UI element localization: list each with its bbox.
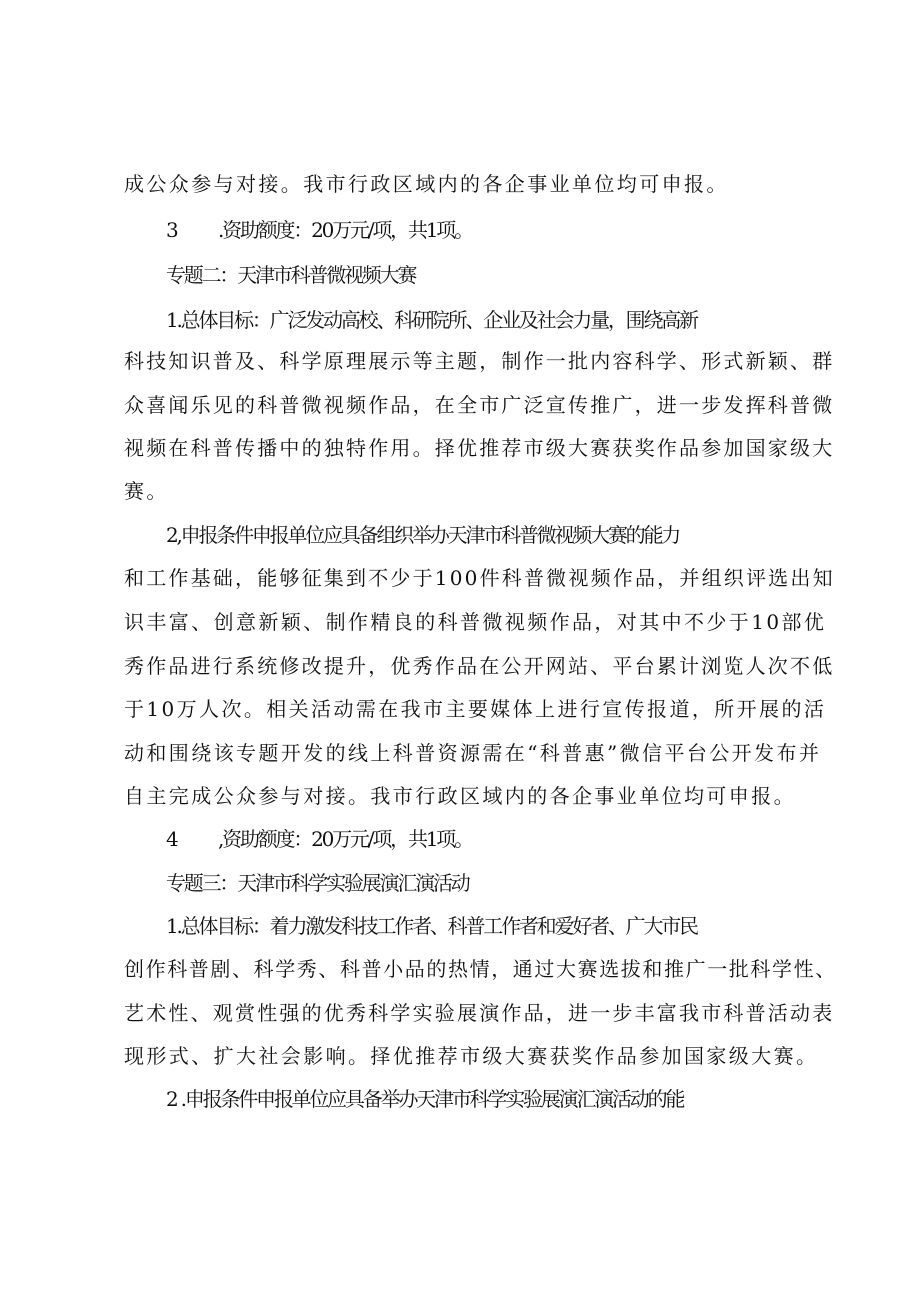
item-number: 4 [166, 827, 179, 851]
funding-line-1 [166, 218, 866, 242]
paragraph-line: 和工作基础，能够征集到不少于100件科普微视频作品，并组织评选出知 [124, 566, 835, 590]
paragraph-line: 自主完成公众参与对接。我市行政区域内的各企事业单位均可申报。 [124, 784, 796, 808]
paragraph-line: 艺术性、观赏性强的优秀科学实验展演作品，进一步丰富我市科普活动表 [124, 1001, 835, 1025]
section-heading-3: 专题三：天津市科学实验展演汇演活动 [166, 871, 469, 895]
paragraph-line: 于10万人次。相关活动需在我市主要媒体上进行宣传报道，所开展的活 [124, 697, 827, 721]
paragraph-line: 识丰富、创意新颖、制作精良的科普微视频作品，对其中不少于10部优 [124, 610, 827, 634]
section-heading-2: 专题二：天津市科普微视频大赛 [166, 263, 416, 287]
paragraph-line: 2,申报条件申报单位应具备组织举办天津市科普微视频大赛的能力 [166, 523, 680, 547]
paragraph-line: 1.总体目标：着力激发科技工作者、科普工作者和爱好者、广大市民 [166, 914, 697, 938]
paragraph-line: 赛。 [124, 479, 169, 503]
funding-text: .资助额度：20万元/项，共1项。 [218, 218, 472, 242]
item-number: 3 [166, 218, 179, 242]
paragraph-line: 成公众参与对接。我市行政区域内的各企事业单位均可申报。 [124, 172, 729, 196]
paragraph-line: 1.总体目标：广泛发动高校、科研院所、企业及社会力量，围绕高新 [166, 308, 697, 332]
paragraph-line: 创作科普剧、科学秀、科普小品的热情，通过大赛选拔和推广一批科学性、 [124, 957, 837, 981]
paragraph-line: 现形式、扩大社会影响。择优推荐市级大赛获奖作品参加国家级大赛。 [124, 1044, 819, 1068]
paragraph-line: 众喜闻乐见的科普微视频作品，在全市广泛宣传推广，进一步发挥科普微 [124, 393, 835, 417]
funding-line-2 [166, 827, 866, 851]
paragraph-line: 动和围绕该专题开发的线上科普资源需在“科普惠”微信平台公开发布并 [124, 741, 822, 765]
paragraph-line: 科技知识普及、科学原理展示等主题，制作一批内容科学、形式新颖、群 [124, 349, 835, 373]
paragraph-line: 视频在科普传播中的独特作用。择优推荐市级大赛获奖作品参加国家级大 [124, 436, 835, 460]
funding-text: ,资助额度：20万元/项，共1项。 [218, 827, 472, 851]
paragraph-line: 2 .申报条件申报单位应具备举办天津市科学实验展演汇演活动的能 [166, 1087, 684, 1111]
paragraph-line: 秀作品进行系统修改提升，优秀作品在公开网站、平台累计浏览人次不低 [124, 654, 835, 678]
